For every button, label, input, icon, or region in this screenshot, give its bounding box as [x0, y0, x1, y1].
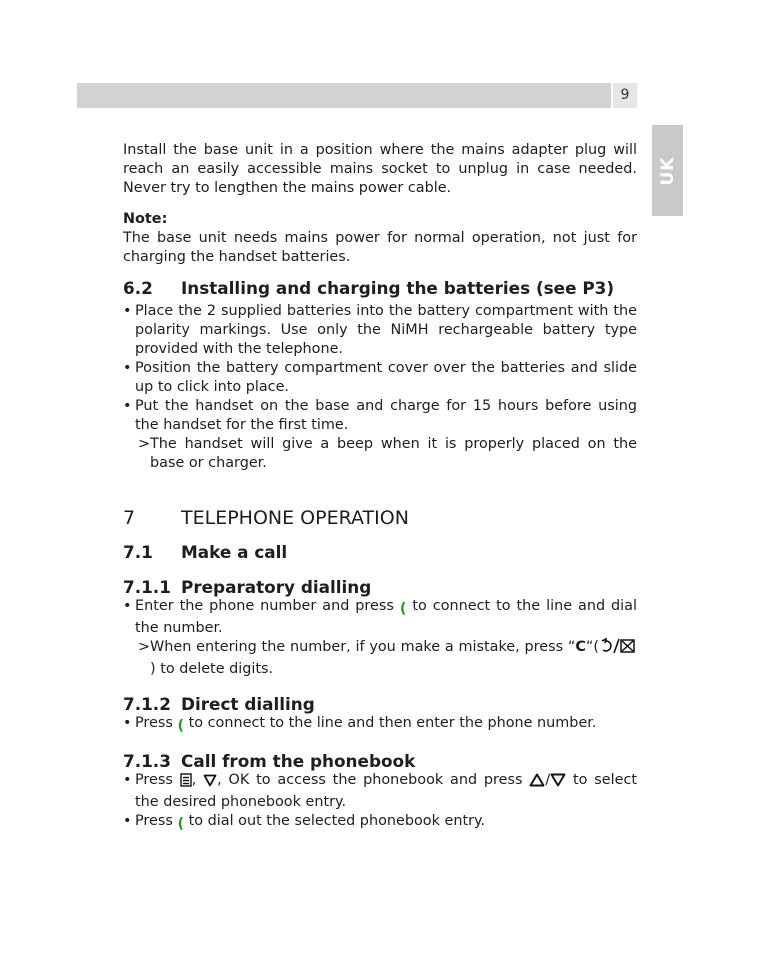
down-arrow-icon: [203, 774, 217, 793]
ok-key-label: OK: [228, 772, 250, 788]
section-number: 7.1.1: [123, 577, 171, 597]
language-tab: [652, 125, 683, 216]
note-block: [123, 210, 637, 267]
section-6-2-heading: [123, 279, 637, 298]
back-delete-key-icon: [599, 638, 637, 660]
section-number: 7.1.2: [123, 694, 171, 714]
talk-key-icon: (: [177, 816, 185, 832]
result-note: [123, 638, 637, 679]
note-label: Note:: [123, 211, 168, 227]
text-run: Press: [135, 715, 173, 731]
text-run: to connect to the line and then enter the phone number.: [188, 715, 597, 731]
text-run: to connect to the line and dial the number.: [135, 598, 637, 636]
section-number: 6.2: [123, 278, 153, 298]
section-title: Installing and charging the batteries (see P3): [181, 278, 615, 298]
section-title: Make a call: [181, 542, 288, 562]
language-tab-label: UK: [657, 156, 678, 185]
install-paragraph: Install the base unit in a position where the mains adapter plug will reach an easily accessible mains socket to unplug in case needed. Never try to lengthen the mains power cable.: [123, 142, 637, 196]
down-arrow-icon: [550, 773, 566, 793]
section-title: Direct dialling: [181, 694, 315, 714]
list-item: [123, 597, 637, 638]
section-6-2: [123, 279, 637, 473]
section-7-1-1: [123, 578, 637, 679]
section-7-1-3-heading: [123, 752, 637, 771]
section-7-1-3: [123, 752, 637, 834]
text-run: “(: [585, 639, 599, 655]
talk-key-icon: (: [177, 718, 185, 734]
text-run: Enter the phone number and press: [135, 598, 394, 614]
section-7-1-heading: [123, 543, 637, 562]
text-run: ,: [217, 772, 222, 788]
text-run: ,: [191, 772, 197, 788]
list-item: • Position the battery compartment cover over the batteries and slide up to click into place.: [123, 359, 637, 397]
up-arrow-icon: [529, 773, 545, 793]
page-number: 9: [613, 83, 637, 108]
text-run: ) to delete digits.: [150, 661, 274, 677]
text-run: to select the desired phonebook entry.: [135, 772, 638, 810]
list-item: [123, 714, 637, 736]
note-text: The base unit needs mains power for normal operation, not just for charging the handset batteries.: [123, 230, 637, 265]
section-7-1-2: [123, 695, 637, 736]
c-key-label: C: [575, 639, 586, 655]
section-number: 7.1: [123, 542, 153, 562]
text-run: Press: [135, 813, 173, 829]
section-number: 7.1.3: [123, 751, 171, 771]
text-run: When entering the number, if you make a mistake, press “: [150, 639, 576, 655]
chapter-title: TELEPHONE OPERATION: [181, 507, 409, 529]
manual-content: [123, 141, 637, 834]
menu-key-icon: [180, 773, 192, 793]
text-run: to dial out the selected phonebook entry.: [188, 813, 486, 829]
talk-key-icon: (: [399, 601, 407, 617]
chapter-number: 7: [123, 507, 136, 529]
result-note: > The handset will give a beep when it is properly placed on the base or charger.: [123, 435, 637, 473]
section-title: Call from the phonebook: [181, 751, 416, 771]
list-item: • Put the handset on the base and charge for 15 hours before using the handset for the first time.: [123, 397, 637, 435]
list-item: [123, 771, 637, 812]
text-run: Press: [135, 772, 173, 788]
text-run: /: [545, 772, 551, 788]
list-item: • Place the 2 supplied batteries into the battery compartment with the polarity markings. Use only the NiMH rechargeable battery type provided with the telephone.: [123, 302, 637, 359]
text-run: to access the phonebook and press: [256, 772, 523, 788]
section-7-1-2-heading: [123, 695, 637, 714]
section-7-1-1-heading: [123, 578, 637, 597]
list-item: [123, 812, 637, 834]
header-bar: [77, 83, 611, 108]
chapter-7-heading: [123, 506, 637, 530]
section-title: Preparatory dialling: [181, 577, 372, 597]
